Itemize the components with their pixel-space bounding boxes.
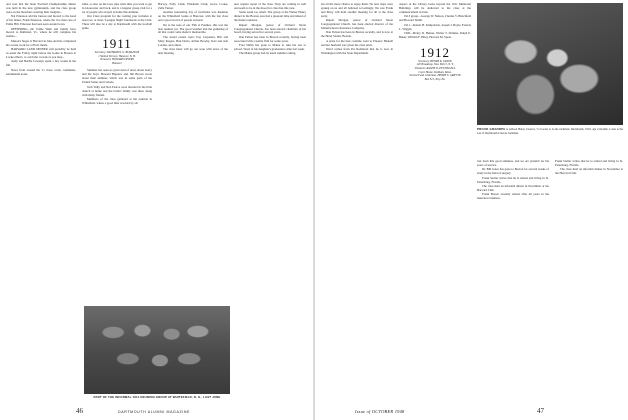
- paragraph: The class held an informal dinner in November at the Harvard Club.: [477, 183, 549, 192]
- page-number: 47: [537, 407, 544, 415]
- paragraph: Aspect of the Library looks beyond the 1911 Memorial Buildings will be dedicated to the class at the commencement in June.: [399, 3, 471, 14]
- paragraph: OFFSPRING—Dr. Eddie Welk and family have moved to Ruthland, Vt., where he will complete his studies...: [6, 26, 76, 39]
- grandpa-photo-caption: [477, 128, 623, 135]
- class-officers: [399, 60, 471, 82]
- paragraph: Word comes from Pat Redmond that he is now in Washington with the State Department.: [321, 47, 393, 55]
- paragraph: The stated events were: Pop Carpenter, Bill and Mary Rogers, Bun Davis, Arthur Boodry, Karl and Ada Lorden, and others.: [158, 34, 228, 47]
- reunion-group-photo: [84, 306, 230, 394]
- page-number: 46: [76, 407, 83, 415]
- paragraph: Frank Stoller writes that he is retired and living in St. Petersburg, Florida.: [477, 175, 549, 184]
- paragraph: The class held an informal dinner in November at the Harvard Club.: [555, 167, 623, 176]
- paragraph: A prize for the best costume went to Eleanor Haskell and her husband was given the class prize.: [321, 38, 393, 47]
- secretary-address: 120 Broadway, New York 5, N. Y.: [416, 63, 454, 67]
- photo-caption: PART OF THE INFORMAL 1911 REUNION GROUP AT WHITEFIELD, N. H., LAST JUNE: [93, 395, 221, 399]
- right-column-1: [321, 3, 393, 407]
- paragraph: Harvey, Polly Clark, Elizabeth Clark, Grace Cooke, Zella Turner.: [158, 3, 228, 10]
- right-column-3: [477, 160, 549, 420]
- right-page: [315, 0, 628, 420]
- right-column-2: [399, 3, 471, 407]
- grandpa-photo: [477, 3, 623, 125]
- treasurer-address: Hanover: [112, 61, 122, 65]
- paragraph: Rupert Morgan, pastor of Orchard Street Congregational Church, has been elected director of the Manufacturers Insurance Company.: [321, 18, 393, 31]
- right-column-4: [555, 160, 623, 420]
- fund-chairman-line: Second Fund Chairman, HENRY S. GRIFFIN: [409, 74, 461, 78]
- paragraph: Fred Smith has gone to Maine to take his son to school. Word of his daughter's graduation came last week.: [234, 43, 306, 52]
- magazine-footer: DARTMOUTH ALUMNI MAGAZINE: [118, 410, 191, 414]
- paragraph: Dan Pelton has been in Boston recently, and is now at the Hotel Statler, Boston.: [321, 30, 393, 39]
- paragraph: hat all the more chance to enjoy them. No new steps were sprung on us and all behaved accordingly. We saw Frank and Mary will hold another meeting for all at the class party.: [321, 3, 393, 18]
- secretary-line: Secretary, NATHANIEL G. BURLEIGH: [94, 51, 140, 55]
- paragraph: On to the tone of our 35th at Foulkes, this was the best reunion yet. The good weather and the gathering of all that could come made it memorable.: [158, 22, 228, 35]
- left-page: [0, 0, 313, 420]
- paragraph: ond over that the State Football Championship dinner was held in the new gymnasium, and the class group were on the bleachers wearing their insignia...: [6, 3, 76, 14]
- treasurer-line: Treasurer, HOWARD DIVERS: [100, 58, 134, 62]
- left-column-2: [82, 3, 152, 303]
- paragraph: Mason's Sugar at Harvard in June and has completed his course work for a Ph.D. thesis.: [6, 38, 76, 47]
- class-officers: [82, 51, 152, 65]
- fund-chairman-address: Box 321, Troy, Pa.: [424, 77, 446, 81]
- paragraph: lost from this good alumnus, and we are grateful for his years of service.: [477, 160, 549, 167]
- paragraph: 1900—Henry D. Haines, Walter T. Zimmer, Ralph E. Baker, William F. Hiley, Howard M. Spear.: [399, 30, 471, 39]
- class-heading-1912: [399, 46, 471, 82]
- paragraph: 1911—Robert H. Kirkpatrick, Joseph J. Boyle, Francis L. Wiggin.: [399, 22, 471, 31]
- treasurer-line: Treasurer, RALPH D. PETTINGELL: [414, 66, 456, 70]
- class-year: 1912: [420, 44, 450, 60]
- paragraph: Tom Tully and Ned Pearce were married in the little church at home and the bride's family was there along with many friends.: [82, 84, 152, 97]
- treasurer-address: Court House, Dedham, Mass.: [418, 70, 452, 74]
- paragraph: News from around the '11 class: cards, comments, sentimental notes.: [6, 67, 76, 76]
- paragraph: Another interesting day of festivities was Reunion on the Whitefield Game at Hanover, with the last class and a good crowd of people on hand.: [158, 10, 228, 23]
- paragraph: 1913 group—George W. Nelson, Charles V. Bleichfeld and Howard Smith.: [399, 14, 471, 23]
- secretary-address: 1 Walnut Terrace, Hanover, N. H.: [98, 54, 136, 58]
- paragraph: Dan Pelton has been in Boston recently, having been associated with a textile firm for some years.: [234, 34, 306, 43]
- paragraph: Members of the class gathered at the reunion in Whitefield, where a good time was had by all.: [82, 96, 152, 105]
- paragraph: folks, so also on the boat, plus what time you want to get in Gloucester and back, and is a happier group visit for a lot of people who stayed at home this summer.: [82, 3, 152, 14]
- paragraph: Frank Stoller writes that he is retired and living in St. Petersburg, Florida.: [555, 160, 623, 167]
- paragraph: Dr. Bill Jones has gone to Boston for several weeks of study in the field of surgery.: [477, 167, 549, 176]
- paragraph: Andy and Bertha Lewelyn spent a few weeks in the fall.: [6, 59, 76, 68]
- paragraph: Rupert Morgan, pastor of Orchard Street Congregational Church, has been elected chairman of his board, having served for several years.: [234, 22, 306, 35]
- paragraph: HARVARD LAND DINNER will probably be held as usual the Friday night before the Game in Boston at Locke-Ober's, to catch the crowds as you may...: [6, 47, 76, 59]
- paragraph: Our Class program for the coming year includes at least two or three 'Lasagne Night' luncheons at the Club. There will also be a day at Dartmouth with the football game.: [82, 14, 152, 31]
- paragraph: The class letter will go out soon with news of the next meeting.: [158, 47, 228, 55]
- caption-title: PROUD GRANDPA: [477, 127, 506, 131]
- paragraph: The Maine group had its usual summer outing.: [239, 51, 297, 56]
- secretary-line: Secretary, HENRY K. URION: [418, 59, 452, 63]
- left-column-1: [6, 3, 76, 407]
- paragraph: Summer has seen no great deal of news about Gerry and the boys. Howard Bigelow and Jim Brown wrote about their summer, which was in some parts of the United States and Canada.: [82, 68, 152, 85]
- paragraph: Some seem too small. The group at the Walter Henry dinner in the Boston area had a pleasant time and talked of the future reunions.: [234, 10, 306, 23]
- paragraph: Nat Emerson add his bureau and moved to the head of his father, Frank Emerson, where the two men care of Eddie Hill. Emerson has been seen around town.: [6, 14, 76, 27]
- caption-text: is Gibson Haley Cleaves, '11 boosts to Louis Jackman, Dartmouth, 1916, age 4 months, Louis is the son of Dartmouth Cleaves Jackman.: [477, 127, 623, 135]
- paragraph: new regular report of the class. They are coming in well and seem to be in the mood for class fun this year.: [234, 3, 306, 10]
- class-heading-1911: [82, 37, 152, 65]
- issue-line: Issue of OCTOBER 1948: [355, 409, 405, 414]
- left-column-4: [234, 3, 306, 407]
- paragraph: Frank Brown recently retired after 40 years in the insurance business.: [477, 192, 549, 201]
- class-year: 1911: [102, 36, 132, 52]
- left-column-3: [158, 3, 228, 303]
